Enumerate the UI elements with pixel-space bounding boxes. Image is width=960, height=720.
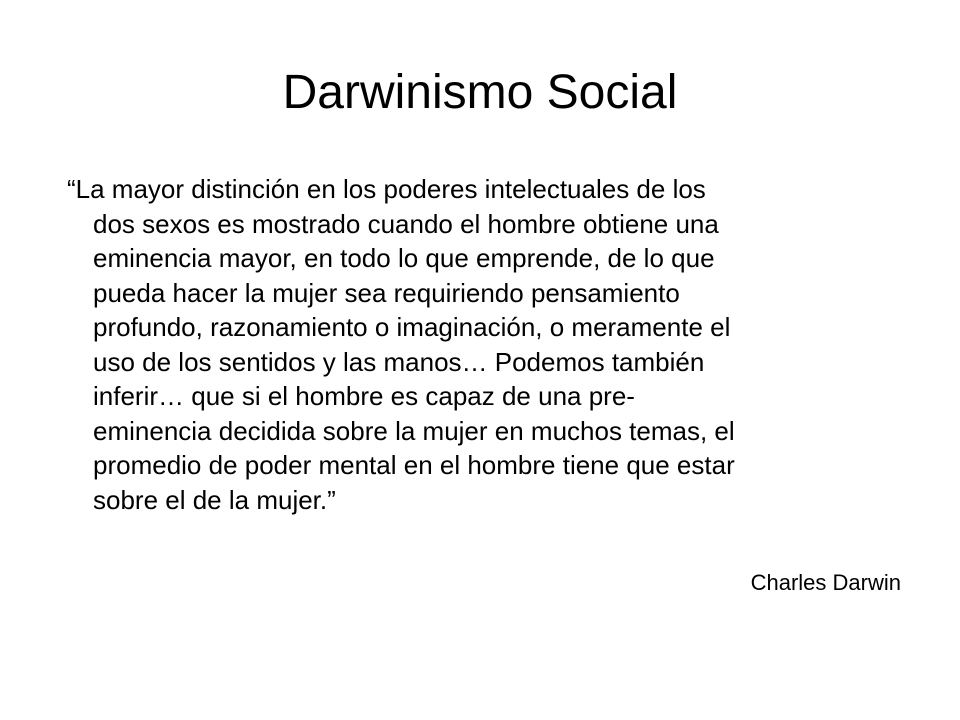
quote-line: eminencia mayor, en todo lo que emprende, de lo que xyxy=(93,243,715,273)
quote-line: uso de los sentidos y las manos… Podemos también xyxy=(93,346,705,377)
quote-line: sobre el de la mujer.” xyxy=(93,484,336,515)
quote-line: promedio de poder mental en el hombre tiene que estar xyxy=(93,450,735,480)
slide-title: Darwinismo Social xyxy=(282,66,678,119)
quote-line: pueda hacer la mujer sea requiriendo pensamiento xyxy=(93,277,680,308)
quote-line: “La mayor distinción en los poderes intelectuales de los xyxy=(67,174,706,204)
quote-line: dos sexos es mostrado cuando el hombre obtiene una xyxy=(93,208,719,239)
quote-body xyxy=(67,172,907,517)
quote-line: inferir… que si el hombre es capaz de una pre- xyxy=(93,381,635,411)
quote-line: eminencia decidida sobre la mujer en muchos temas, el xyxy=(93,415,735,446)
quote-attribution: Charles Darwin xyxy=(750,570,901,595)
quote-line: profundo, razonamiento o imaginación, o meramente el xyxy=(93,312,731,342)
